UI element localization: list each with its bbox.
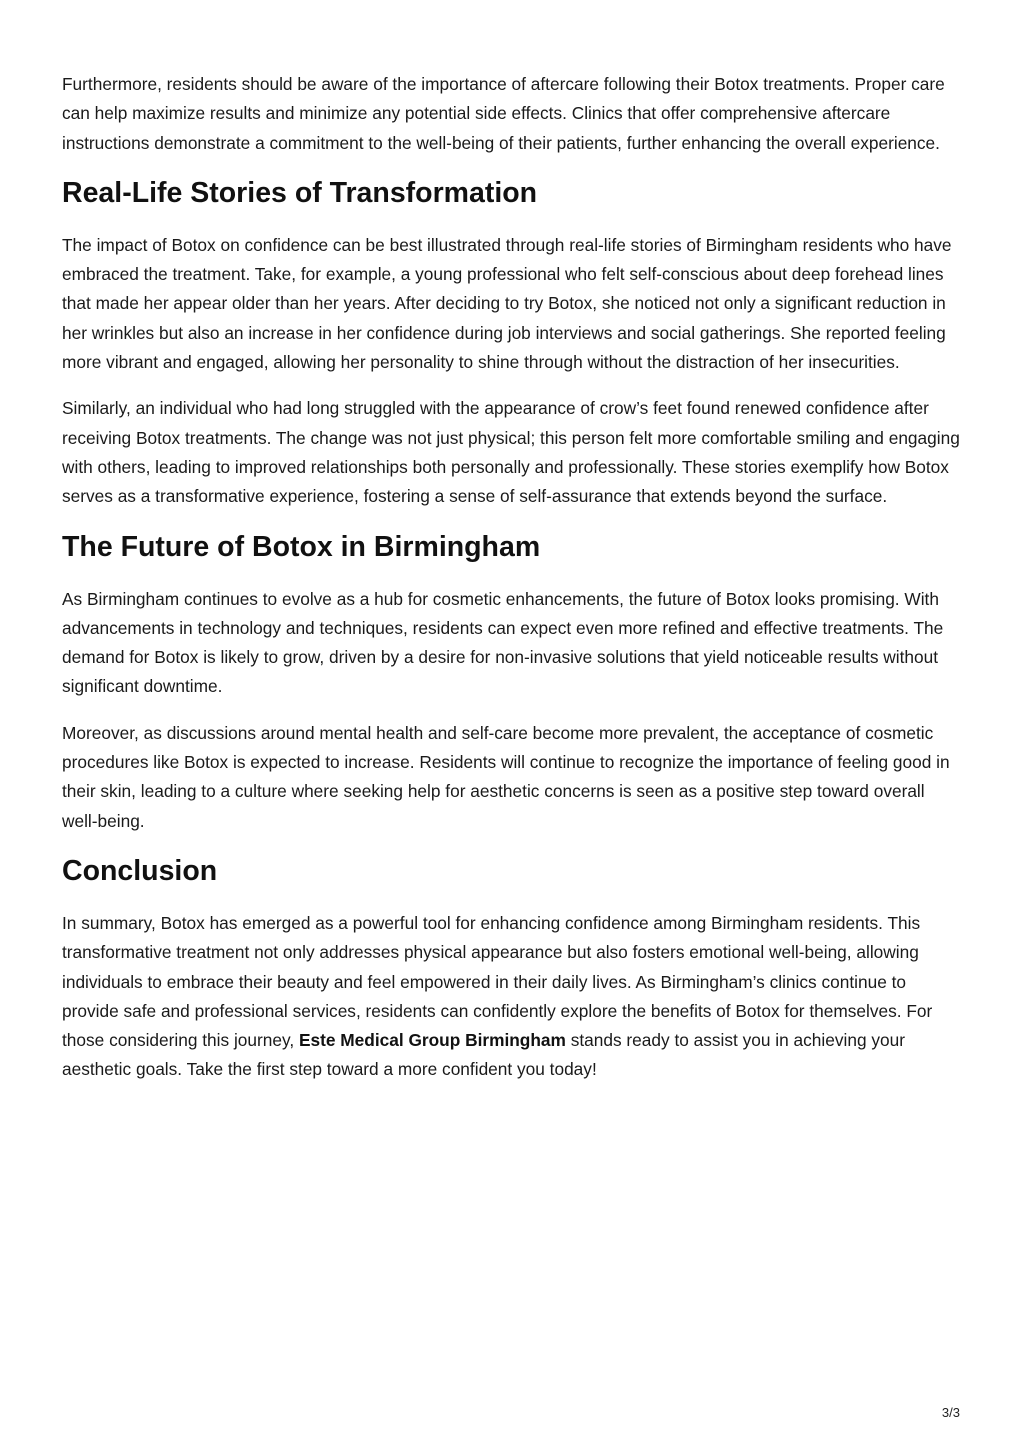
conclusion-section [62,853,964,1085]
conclusion-paragraph [62,909,964,1085]
aftercare-paragraph: Furthermore, residents should be aware of the importance of aftercare following their Botox treatments. Proper care can help maximize results and minimize any potential side effects. Clinics that offer comprehensive aftercare instructions demonstrate a commitment to the well-being of their patients, further enhancing the overall experience. [62,74,945,153]
future-of-botox-heading: The Future of Botox in Birmingham [62,530,541,563]
future-outlook-paragraph: As Birmingham continues to evolve as a hub for cosmetic enhancements, the future of Botox looks promising. With advancements in technology and techniques, residents can expect even more refined and effective treatments. The demand for Botox is likely to grow, driven by a desire for non-invasive solutions that yield noticeable results without significant downtime. [62,588,944,697]
real-life-stories-section [62,175,964,512]
conclusion-text-end: stands ready to assist you in achieving your aesthetic goals. Take the first step toward a more confident you today! [62,1030,905,1080]
mental-health-paragraph: Moreover, as discussions around mental health and self-care become more prevalent, the acceptance of cosmetic procedures like Botox is expected to increase. Residents will continue to recognize the importance of feeling good in their skin, leading to a culture where seeking help for aesthetic concerns is seen as a positive step toward overall well-being. [62,722,950,831]
real-life-stories-heading: Real-Life Stories of Transformation [62,176,538,209]
future-of-botox-section [62,529,964,836]
page-number: 3/3 [941,1405,960,1420]
conclusion-heading: Conclusion [62,854,218,887]
forehead-lines-story-paragraph: The impact of Botox on confidence can be best illustrated through real-life stories of Birmingham residents who have embraced the treatment. Take, for example, a young professional who felt self-conscious about deep forehead lines that made her appear older than her years. After deciding to try Botox, she noticed not only a significant reduction in her wrinkles but also an increase in her confidence during job interviews and social gatherings. She reported feeling more vibrant and engaged, allowing her personality to shine through without the distraction of her insecurities. [62,234,952,373]
clinic-name-bold: Este Medical Group Birmingham [298,1030,566,1051]
document-page [62,70,964,1102]
conclusion-text-start: In summary, Botox has emerged as a powerful tool for enhancing confidence among Birmingham residents. This transformative treatment not only addresses physical appearance but also fosters emotional well-being, allowing individuals to embrace their beauty and feel empowered in their daily lives. As Birmingham’s clinics continue to provide safe and professional services, residents can confidently explore the benefits of Botox for themselves. For those considering this journey, [62,912,933,1051]
crows-feet-story-paragraph: Similarly, an individual who had long struggled with the appearance of crow’s feet found renewed confidence after receiving Botox treatments. The change was not just physical; this person felt more comfortable smiling and engaging with others, leading to improved relationships both personally and professionally. These stories exemplify how Botox serves as a transformative experience, fostering a sense of self-assurance that extends beyond the surface. [62,398,960,507]
